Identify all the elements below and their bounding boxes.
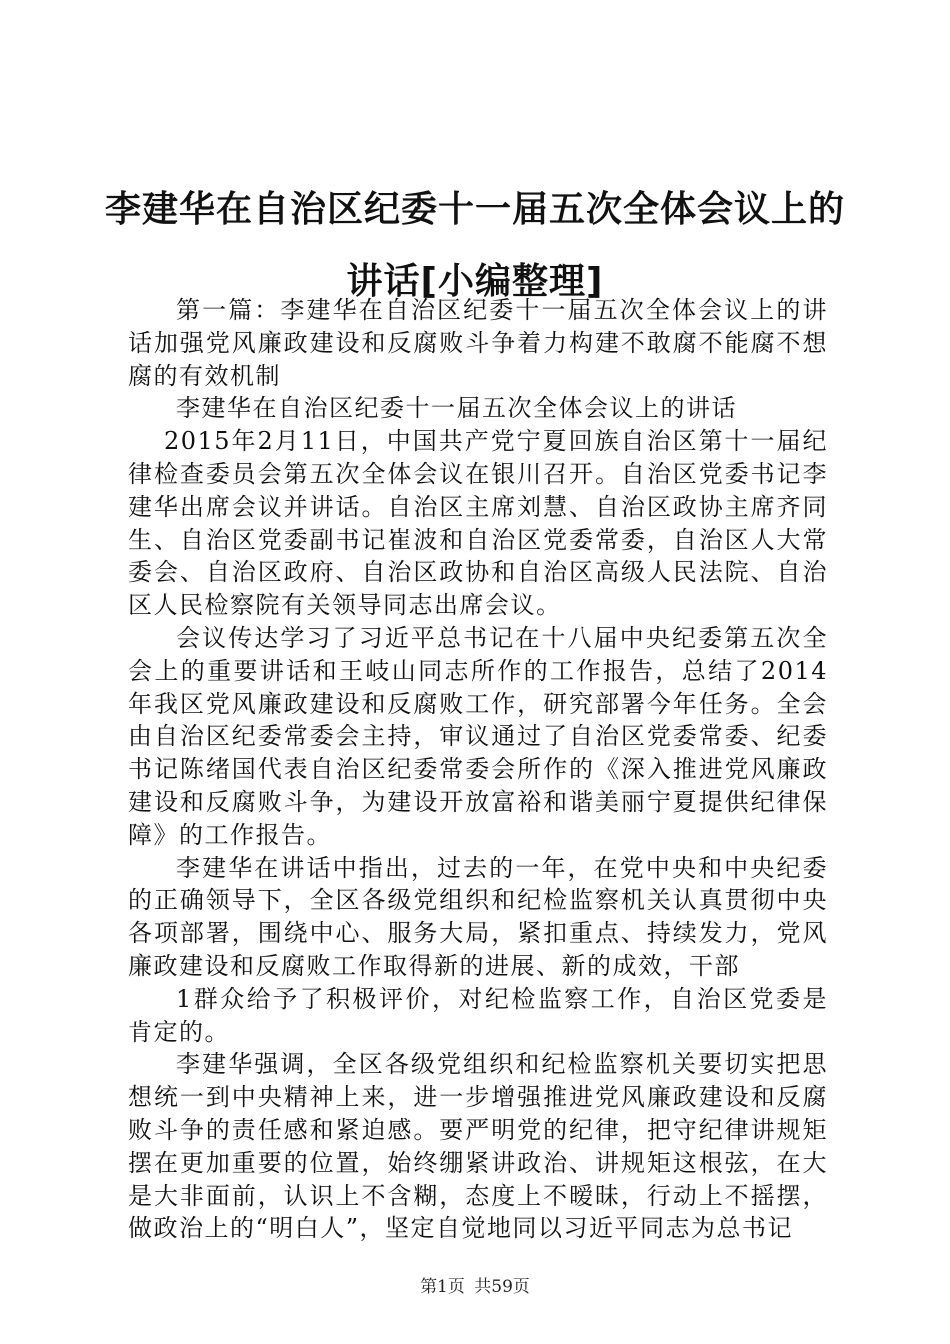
- page-number: 第1页: [420, 1277, 465, 1297]
- paragraph: 1群众给予了积极评价，对纪检监察工作，自治区党委是肯定的。: [128, 984, 828, 1046]
- paragraph: 李建华在讲话中指出，过去的一年，在党中央和中央纪委的正确领导下，全区各级党组织和纪检监察机关认真贯彻中央各项部署，围绕中心、服务大局，紧扣重点、持续发力，党风廉政建设和反腐败工作取得新的进展、新的成效，干部: [128, 853, 828, 980]
- document-body: [128, 294, 828, 1245]
- title-line-1: 李建华在自治区纪委十一届五次全体会议上的: [104, 189, 845, 230]
- paragraph: 李建华强调，全区各级党组织和纪检监察机关要切实把思想统一到中央精神上来，进一步增强推进党风廉政建设和反腐败斗争的责任感和紧迫感。要严明党的纪律，把守纪律讲规矩摆在更加重要的位置，始终绷紧讲政治、讲规矩这根弦，在大是大非面前，认识上不含糊，态度上不暧昧，行动上不摇摆，做政治上的“明白人”，坚定自觉地同以习近平同志为总书记: [128, 1050, 828, 1243]
- page-footer: [0, 1272, 950, 1297]
- page-total: 共59页: [474, 1277, 530, 1297]
- paragraph: 李建华在自治区纪委十一届五次全体会议上的讲话: [176, 394, 737, 423]
- title-line-2: 讲话[小编整理]: [346, 261, 604, 302]
- paragraph: 会议传达学习了习近平总书记在十八届中央纪委第五次全会上的重要讲话和王岐山同志所作的工作报告，总结了2014年我区党风廉政建设和反腐败工作，研究部署今年任务。全会由自治区纪委常委会主持，审议通过了自治区党委常委、纪委书记陈绪国代表自治区纪委常委会所作的《深入推进党风廉政建设和反腐败斗争，为建设开放富裕和谐美丽宁夏提供纪律保障》的工作报告。: [128, 623, 828, 849]
- paragraph: 2015年2月11日，中国共产党宁夏回族自治区第十一届纪律检查委员会第五次全体会议在银川召开。自治区党委书记李建华出席会议并讲话。自治区主席刘慧、自治区政协主席齐同生、自治区党委副书记崔波和自治区党委常委，自治区人大常委会、自治区政府、自治区政协和自治区高级人民法院、自治区人民检察院有关领导同志出席会议。: [128, 427, 828, 620]
- paragraph: 第一篇：李建华在自治区纪委十一届五次全体会议上的讲话加强党风廉政建设和反腐败斗争着力构建不敢腐不能腐不想腐的有效机制: [128, 296, 828, 390]
